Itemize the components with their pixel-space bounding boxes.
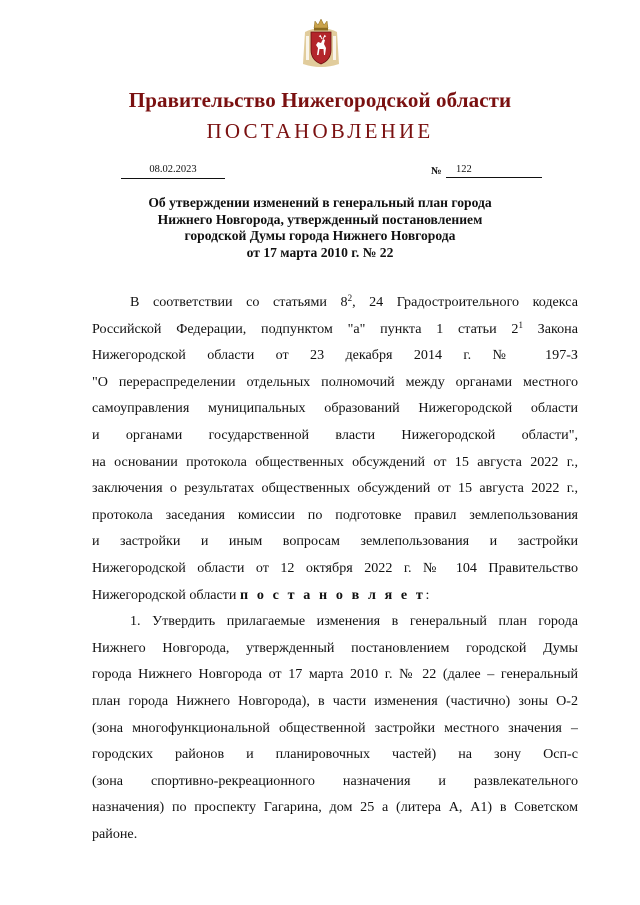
- body-line: заключения о результатах общественных обсуждений от 15 августа 2022 г.,: [92, 480, 578, 497]
- body-line: Нижегородской области от 12 октября 2022 г. № 104 Правительство: [92, 559, 578, 576]
- body-line: Нижнего Новгорода, утвержденный постановлением городской Думы: [92, 639, 578, 656]
- body-line: план города Нижнего Новгорода), в части изменения (частично) зоны О-2: [92, 692, 578, 709]
- coat-of-arms-icon: [302, 18, 340, 70]
- title-line: Нижнего Новгорода, утвержденный постановлением: [157, 211, 483, 227]
- body-line: районе.: [92, 825, 138, 842]
- body-line: 1. Утвердить прилагаемые изменения в генеральный план города: [130, 613, 578, 630]
- body-line: Российской Федерации, подпунктом "а" пункта 1 статьи $2^1$ Закона: [92, 319, 578, 337]
- document-title: [90, 195, 550, 261]
- body-line: назначения) по проспекту Гагарина, дом 25 а (литера А, А1) в Советском: [92, 799, 578, 816]
- body-line: городских районов и планировочных частей) на зону Осп-с: [92, 746, 578, 763]
- document-type: ПОСТАНОВЛЕНИЕ: [206, 119, 434, 143]
- body-line: и органами государственной власти Нижегородской области",: [92, 426, 578, 443]
- number-sign: №: [431, 166, 442, 177]
- body-line: (зона многофункциональной общественной застройки местного значения –: [92, 719, 578, 736]
- body-line: В соответствии со статьями $8^2$, 24 Градостроительного кодекса: [130, 293, 578, 310]
- title-line: от 17 марта 2010 г. № 22: [246, 244, 394, 260]
- body-line: самоуправления муниципальных образований Нижегородской области: [92, 400, 578, 417]
- body-line: Нижегородской области от 23 декабря 2014 г. № 197-З: [92, 347, 578, 364]
- document-body: [92, 293, 578, 851]
- title-line: городской Думы города Нижнего Новгорода: [184, 228, 456, 243]
- title-line: Об утверждении изменений в генеральный план города: [148, 195, 492, 210]
- body-line: города Нижнего Новгорода от 17 марта 2010 г. № 22 (далее – генеральный: [92, 666, 578, 683]
- body-line: (зона спортивно-рекреационного назначения и развлекательного: [92, 772, 578, 789]
- document-number: 122: [446, 163, 542, 178]
- body-line: на основании протокола общественных обсуждений от 15 августа 2022 г.,: [92, 453, 578, 470]
- resolve-word: п о с т а н о в л я е т: [240, 586, 426, 603]
- body-line: Нижегородской области п о с т а н о в л я е т:: [92, 586, 430, 603]
- body-line: "О перераспределении отдельных полномочий между органами местного: [92, 373, 578, 390]
- body-line: протокола заседания комиссии по подготовке правил землепользования: [92, 506, 578, 523]
- organization-name: Правительство Нижегородской области: [128, 88, 512, 112]
- document-date: 08.02.2023: [121, 163, 225, 179]
- body-line: и застройки и иным вопросам землепользования и застройки: [92, 533, 578, 550]
